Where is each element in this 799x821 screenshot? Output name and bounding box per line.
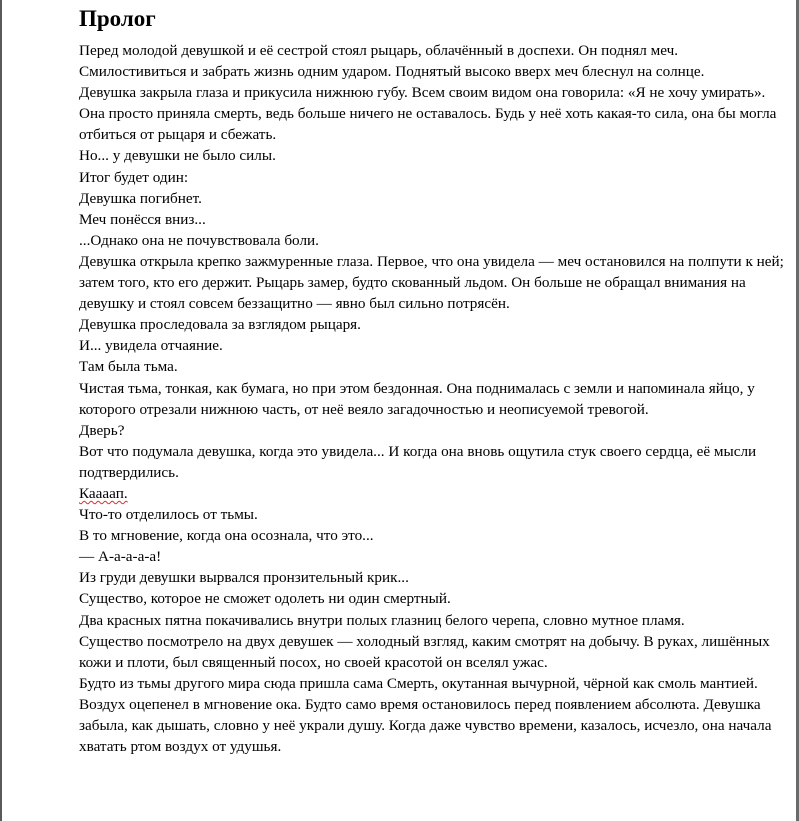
paragraph: Существо, которое не сможет одолеть ни один смертный. — [79, 590, 451, 608]
paragraph: Перед молодой девушкой и её сестрой стоял рыцарь, облачённый в доспехи. Он поднял меч. Смилостивиться и забрать жизнь одним ударом. Поднятый высоко вверх меч блеснул на солнце. — [79, 42, 705, 81]
paragraph: Дверь? — [79, 421, 125, 439]
paragraph: ...Однако она не почувствовала боли. — [79, 231, 319, 249]
paragraph: Что-то отделилось от тьмы. — [79, 506, 258, 524]
paragraph-sound-effect — [79, 483, 784, 504]
paragraph: Девушка проследовала за взглядом рыцаря. — [79, 316, 361, 334]
document-page — [79, 4, 784, 757]
page-left-border — [0, 0, 2, 821]
chapter-title: Пролог — [79, 6, 156, 31]
paragraph: Воздух оцепенел в мгновение ока. Будто само время остановилось перед появлением абсолюта. Девушка забыла, как дышать, словно у неё украли душу. Когда даже чувство времени, казалось, исчезло, она начала хватать ртом воздух от удушья. — [79, 695, 772, 756]
paragraph: Девушка закрыла глаза и прикусила нижнюю губу. Всем своим видом она говорила: «Я не хочу умирать». Она просто приняла смерть, ведь больше ничего не оставалось. Будь у неё хоть какая-то сила, она бы могла отбиться от рыцаря и сбежать. — [79, 84, 777, 144]
paragraph: — А-а-а-а-а! — [79, 548, 162, 566]
paragraph: Будто из тьмы другого мира сюда пришла сама Смерть, окутанная вычурной, чёрной как смоль мантией. — [79, 674, 758, 692]
paragraph: Итог будет один: — [79, 168, 189, 186]
paragraph: Но... у девушки не было силы. — [79, 147, 276, 165]
paragraph: Вот что подумала девушка, когда это увидела... И когда она вновь ощутила стук своего сердца, её мысли подтвердились. — [79, 442, 757, 481]
paragraph: Существо посмотрело на двух девушек — холодный взгляд, каким смотрят на добычу. В руках, лишённых кожи и плоти, был священный посох, но своей красотой он вселял ужас. — [79, 632, 770, 671]
paragraph: Там была тьма. — [79, 358, 178, 376]
paragraph: Девушка погибнет. — [79, 189, 202, 207]
paragraph: Меч понёсся вниз... — [79, 210, 206, 228]
paragraph: Чистая тьма, тонкая, как бумага, но при этом бездонная. Она поднималась с земли и напоминала яйцо, у которого отрезали нижнюю часть, от неё веяло загадочностью и неописуемой тревогой. — [79, 379, 755, 418]
paragraph: Из груди девушки вырвался пронзительный крик... — [79, 569, 409, 587]
paragraph: В то мгновение, когда она осознала, что это... — [79, 527, 374, 545]
paragraph: И... увидела отчаяние. — [79, 337, 223, 355]
spellcheck-flagged-word: Каааап. — [79, 484, 128, 502]
paragraph: Девушка открыла крепко зажмуренные глаза. Первое, что она увидела — меч остановился на полпути к ней; затем того, кто его держит. Рыцарь замер, будто скованный льдом. Он больше не обращал внимания на девушку и стоял совсем беззащитно — явно был сильно потрясён. — [79, 252, 784, 313]
paragraph: Два красных пятна покачивались внутри полых глазниц белого черепа, словно мутное пламя. — [79, 611, 685, 629]
